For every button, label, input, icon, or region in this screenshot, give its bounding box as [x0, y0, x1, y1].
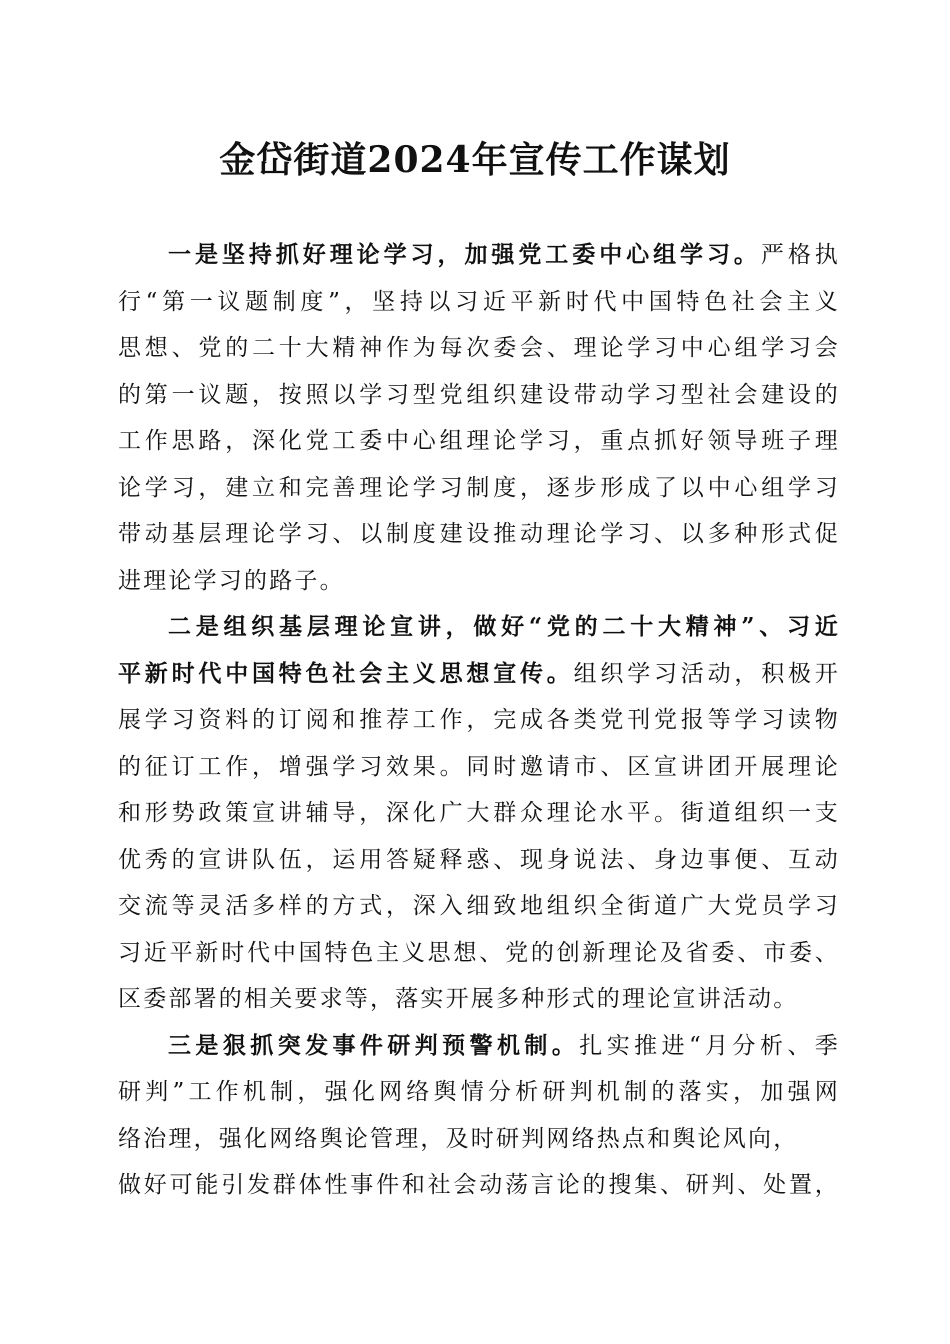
- text-line: [118, 1069, 840, 1116]
- line-text: 习近平新时代中国特色主义思想、党的创新理论及省委、市委、: [118, 939, 840, 966]
- text-line: [118, 558, 840, 605]
- text-line: [118, 418, 840, 465]
- line-text: 展学习资料的订阅和推荐工作，完成各类党刊党报等学习读物: [118, 707, 840, 733]
- text-line: [118, 976, 840, 1023]
- paragraph-heading: 二是组织基层理论宣讲，做好“党的二十大精神”、习近: [168, 613, 840, 640]
- text-line: [118, 790, 840, 837]
- document-title: 金岱街道2024年宣传工作谋划: [219, 139, 731, 181]
- text-line: [118, 651, 840, 698]
- text-line: [118, 697, 840, 744]
- line-text: 严格执: [760, 242, 840, 268]
- line-text: 的征订工作，增强学习效果。同时邀请市、区宣讲团开展理论: [118, 753, 840, 780]
- line-text: 行“第一议题制度”，坚持以习近平新时代中国特色社会主义: [118, 288, 840, 315]
- line-text: 络治理，强化网络舆论管理，及时研判网络热点和舆论风向，: [118, 1125, 799, 1152]
- text-line: [118, 465, 840, 512]
- line-text: 组织学习活动，积极开: [573, 660, 841, 687]
- line-text: 和形势政策宣讲辅导，深化广大群众理论水平。街道组织一支: [118, 800, 840, 826]
- line-text: 论学习，建立和完善理论学习制度，逐步形成了以中心组学习: [118, 474, 840, 501]
- text-line: [118, 511, 840, 558]
- text-line: [118, 883, 840, 930]
- paragraph-theory-study: [118, 232, 840, 604]
- document-body: [118, 232, 840, 1209]
- text-line: [118, 837, 840, 884]
- line-text: 做好可能引发群体性事件和社会动荡言论的搜集、研判、处置，: [118, 1172, 840, 1198]
- line-text: 带动基层理论学习、以制度建设推动理论学习、以多种形式促: [118, 521, 840, 547]
- line-text: 研判”工作机制，强化网络舆情分析研判机制的落实，加强网: [118, 1079, 840, 1105]
- text-line: [118, 604, 840, 651]
- text-line: [118, 744, 840, 791]
- paragraph-heading: 三是狠抓突发事件研判预警机制。: [168, 1031, 580, 1059]
- text-line: [118, 930, 840, 977]
- line-text: 优秀的宣讲队伍，运用答疑释惑、现身说法、身边事便、互动: [118, 846, 840, 873]
- text-line: [118, 325, 840, 372]
- line-text: 思想、党的二十大精神作为每次委会、理论学习中心组学习会: [118, 335, 840, 361]
- text-line: [118, 1162, 840, 1209]
- text-line: [118, 1116, 840, 1163]
- line-text: 交流等灵活多样的方式，深入细致地组织全街道广大党员学习: [118, 893, 840, 919]
- paragraph-heading: 一是坚持抓好理论学习，加强党工委中心组学习。: [168, 241, 761, 268]
- paragraph-heading: 平新时代中国特色社会主义思想宣传。: [118, 659, 574, 687]
- line-text: 进理论学习的路子。: [118, 567, 345, 594]
- line-text: 区委部署的相关要求等，落实开展多种形式的理论宣讲活动。: [118, 986, 799, 1012]
- line-text: 的第一议题，按照以学习型党组织建设带动学习型社会建设的: [118, 381, 840, 408]
- text-line: [118, 232, 840, 279]
- text-line: [118, 372, 840, 419]
- paragraph-theory-lecture: [118, 604, 840, 1023]
- line-text: 工作思路，深化党工委中心组理论学习，重点抓好领导班子理: [118, 428, 840, 454]
- paragraph-incident-warning: [118, 1023, 840, 1209]
- text-line: [118, 279, 840, 326]
- line-text: 扎实推进“月分析、季: [579, 1032, 841, 1059]
- text-line: [118, 1023, 840, 1070]
